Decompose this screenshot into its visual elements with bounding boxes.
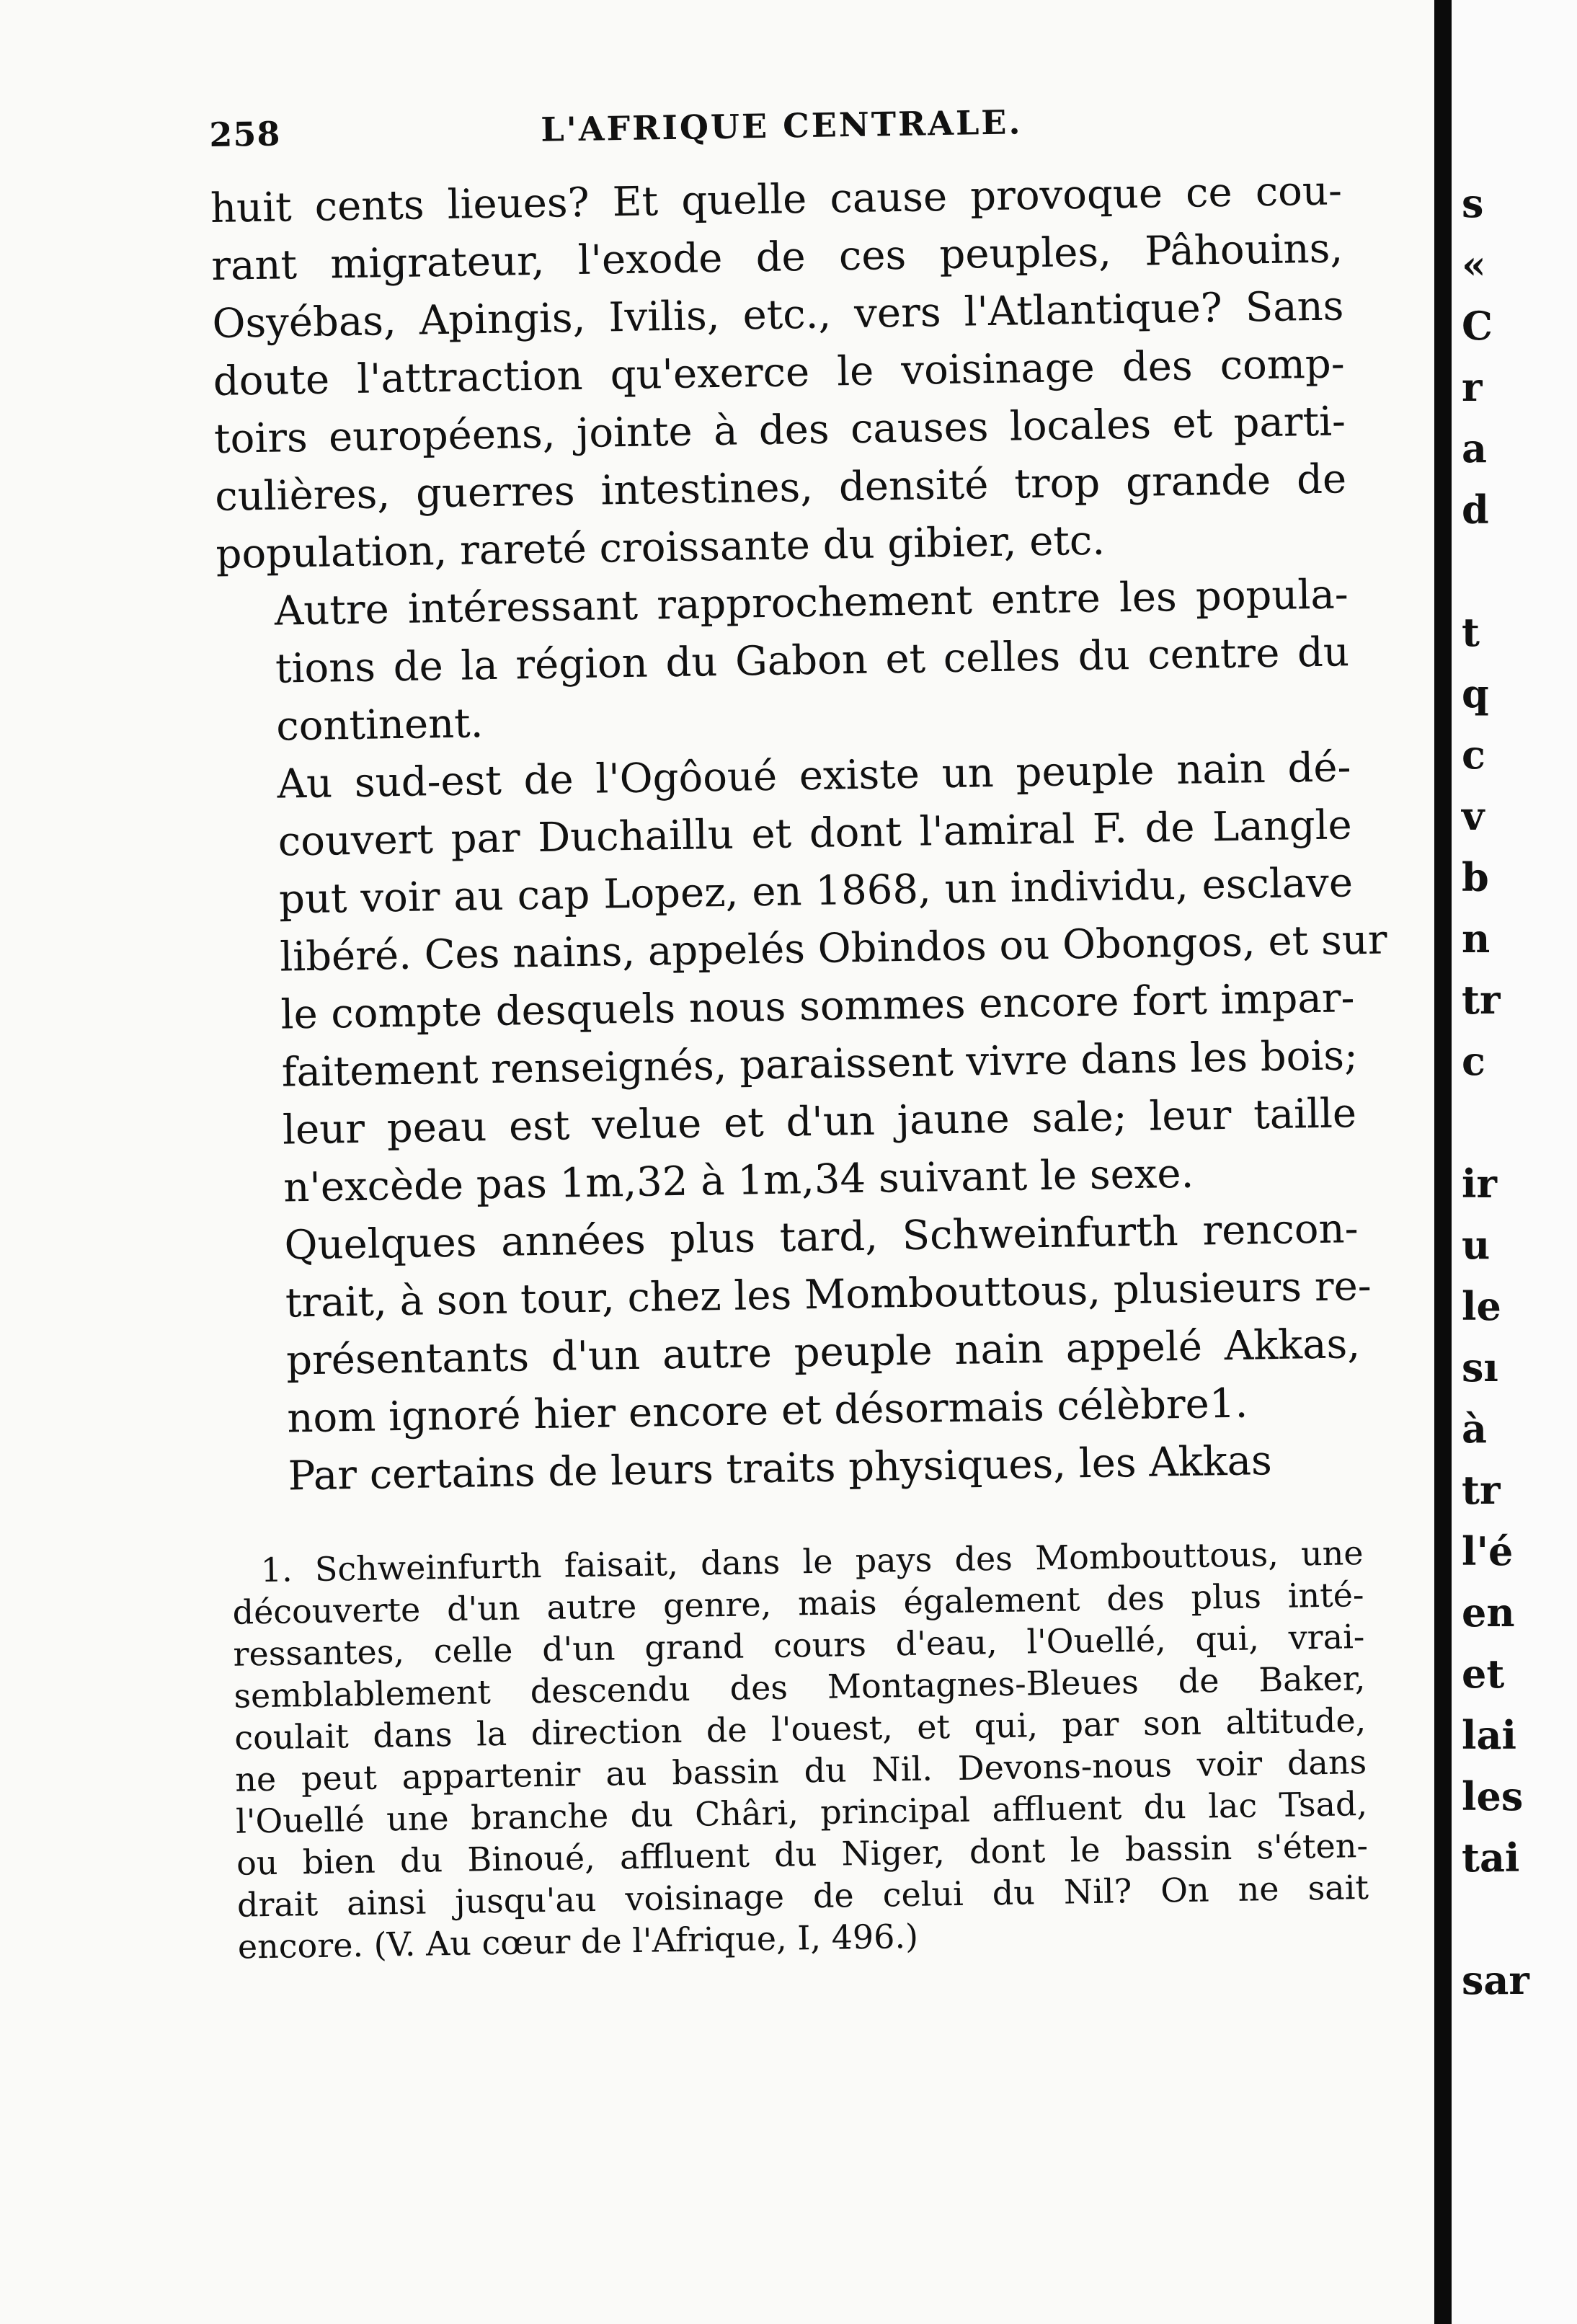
text-line: Par certains de leurs traits physiques, les Akkas	[288, 1437, 1273, 1500]
footnote-line: 1. Schweinfurth faisait, dans le pays des Mombouttous, une	[260, 1533, 1364, 1590]
next-page-edge	[1452, 0, 1577, 2324]
text-line: libéré. Ces nains, appelés Obindos ou Obongos, et sur	[279, 916, 1387, 981]
next-page-fragment: l'é	[1462, 1528, 1514, 1574]
footnote-line: encore. (V. Au cœur de l'Afrique, I, 496.)	[237, 1916, 919, 1966]
next-page-fragment: s	[1462, 180, 1484, 226]
page-number: 258	[209, 114, 281, 154]
text-line: le compte desquels nous sommes encore fort impar-	[280, 975, 1355, 1039]
text-line: tions de la région du Gabon et celles du centre du	[275, 629, 1350, 693]
footnote-line: ou bien du Binoué, affluent du Niger, dont le bassin s'éten-	[236, 1826, 1369, 1883]
next-page-fragment: lai	[1462, 1712, 1517, 1758]
text-line: Au sud-est de l'Ogôoué existe un peuple nain dé-	[277, 744, 1351, 808]
text-line: rant migrateur, l'exode de ces peuples, Pâhouins,	[210, 225, 1343, 290]
next-page-fragment: c	[1462, 1038, 1485, 1084]
text-line: doute l'attraction qu'exerce le voisinage des comp-	[213, 340, 1346, 405]
paragraph-4	[226, 1200, 1372, 1449]
text-line: Osyébas, Apingis, Ivilis, etc., vers l'Atlantique? Sans	[212, 283, 1344, 347]
next-page-fragment: a	[1462, 425, 1487, 471]
next-page-fragment: d	[1462, 487, 1489, 533]
next-page-fragment: u	[1462, 1222, 1491, 1268]
text-line: culières, guerres intestines, densité trop grande de	[214, 456, 1347, 520]
next-page-fragment: les	[1462, 1773, 1524, 1819]
text-line: Quelques années plus tard, Schweinfurth rencon-	[284, 1205, 1359, 1269]
next-page-fragment: tai	[1462, 1835, 1520, 1881]
paragraph-2	[216, 566, 1351, 757]
text-line: n'excède pas 1m,32 à 1m,34 suivant le sexe.	[283, 1150, 1194, 1212]
next-page-fragment: à	[1462, 1406, 1487, 1452]
footnote-line: drait ainsi jusqu'au voisinage de celui du Nil? On ne sait	[236, 1868, 1369, 1925]
text-line: trait, à son tour, chez les Mombouttous, plusieurs re-	[285, 1262, 1372, 1327]
next-page-fragment: ir	[1462, 1161, 1497, 1207]
next-page-fragment: c	[1462, 732, 1485, 778]
book-gutter	[1434, 0, 1452, 2324]
text-line: nom ignoré hier encore et désormais célèbre1.	[286, 1380, 1248, 1442]
text-line: population, rareté croissante du gibier, etc.	[216, 517, 1106, 578]
next-page-fragment: en	[1462, 1589, 1515, 1636]
footnote-line: ne peut appartenir au bassin du Nil. Devons-nous voir dans	[234, 1742, 1367, 1799]
next-page-fragment: et	[1462, 1651, 1505, 1697]
text-line: leur peau est velue et d'un jaune sale; leur taille	[282, 1090, 1357, 1154]
paragraph-1	[210, 162, 1348, 584]
text-line: faitement renseignés, paraissent vivre dans les bois;	[281, 1032, 1359, 1096]
next-page-fragment: t	[1462, 609, 1480, 655]
footnote-line: l'Ouellé une branche du Châri, principal affluent du lac Tsad,	[235, 1784, 1368, 1841]
next-page-fragment: q	[1462, 670, 1489, 717]
next-page-fragment: sar	[1462, 1957, 1529, 2003]
next-page-fragment: tr	[1462, 1467, 1501, 1513]
text-line: put voir au cap Lopez, en 1868, un individu, esclave	[278, 859, 1354, 923]
text-line: toirs européens, jointe à des causes locales et parti-	[213, 398, 1346, 463]
text-line: couvert par Duchaillu et dont l'amiral F. de Langle	[277, 802, 1353, 866]
running-title: L'AFRIQUE CENTRALE.	[540, 102, 1023, 149]
footnote-line: coulait dans la direction de l'ouest, et qui, par son altitude,	[234, 1700, 1367, 1757]
text-line: Autre intéressant rapprochement entre les popula-	[274, 571, 1349, 635]
next-page-fragment: b	[1462, 854, 1489, 900]
text-line: continent.	[275, 700, 484, 750]
paragraph-3	[219, 739, 1387, 1218]
footnote-line: ressantes, celle d'un grand cours d'eau, l'Ouellé, qui, vrai-	[233, 1617, 1365, 1674]
footnote-line: semblablement descendu des Montagnes-Bleues de Baker,	[234, 1659, 1366, 1716]
next-page-fragment: sı	[1462, 1344, 1498, 1391]
next-page-fragment: tr	[1462, 977, 1501, 1023]
footnote	[231, 1532, 1369, 1968]
next-page-fragment: le	[1462, 1283, 1501, 1329]
page-text	[209, 97, 1387, 1967]
next-page-fragment: n	[1462, 915, 1491, 962]
next-page-fragment: C	[1462, 303, 1493, 349]
next-page-fragment: r	[1462, 364, 1483, 410]
text-line: huit cents lieues? Et quelle cause provoque ce cou-	[210, 167, 1343, 232]
text-line: présentants d'un autre peuple nain appelé Akkas,	[285, 1321, 1361, 1385]
footnote-line: découverte d'un autre genre, mais également des plus inté-	[232, 1575, 1364, 1632]
next-page-fragment: «	[1462, 241, 1486, 288]
next-page-fragment: v	[1462, 793, 1485, 839]
